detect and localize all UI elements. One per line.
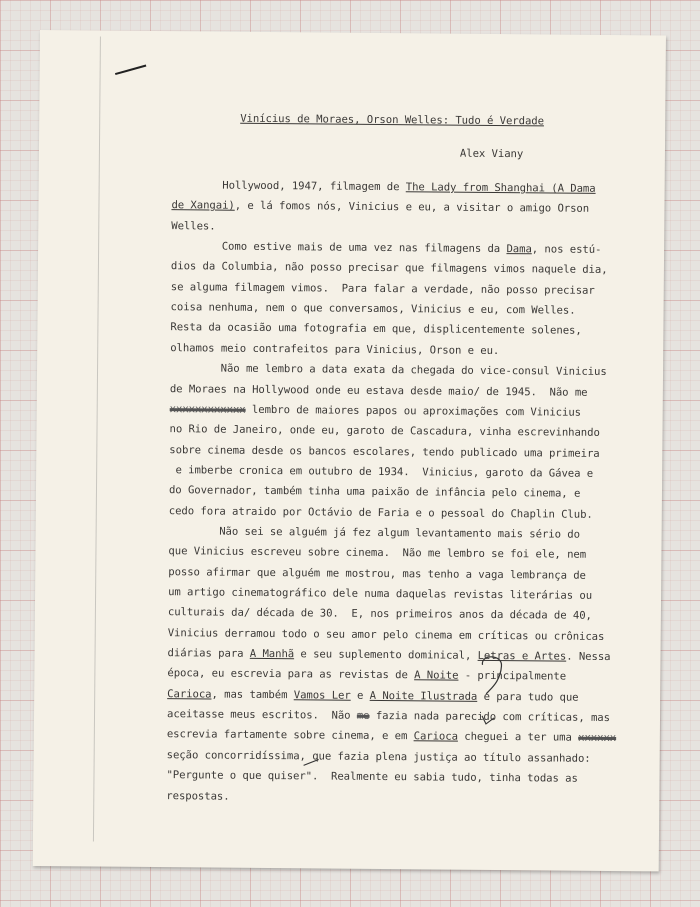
struck-out-text: me: [356, 709, 370, 722]
text-run: , mas também: [211, 688, 294, 701]
text-run: cheguei a ter uma: [457, 731, 579, 745]
underlined-title: A Noite Ilustrada: [369, 689, 478, 703]
text-run: de Moraes na Hollywood onde eu estava desde maio/ de 1945. Não me: [169, 382, 588, 399]
underlined-title: Carioca: [413, 730, 458, 744]
text-run: Como estive mais de uma vez nas filmagens da: [171, 240, 507, 256]
handwritten-annotations: [33, 30, 666, 871]
text-run: posso afirmar que alguém me mostrou, mas tenho a vaga lembrança de: [168, 565, 586, 582]
underlined-title: A Manhã: [249, 647, 295, 661]
text-run: escrevia fartamente sobre cinema, e em: [166, 728, 414, 743]
text-run: coisa nenhuma, nem o que conversamos, Vinicius e eu, com Welles.: [170, 301, 576, 317]
text-run: do Governador, também tinha uma paixão de infância pelo cinema, e: [168, 484, 581, 500]
document-author: Alex Viany: [459, 147, 524, 161]
pen-correction-loop: [482, 657, 501, 694]
text-run: respostas.: [166, 789, 230, 803]
typewritten-page: [33, 30, 666, 871]
document-title: Vinícius de Moraes, Orson Welles: Tudo é Verdade: [240, 112, 545, 128]
text-run: Welles.: [171, 219, 216, 233]
text-run: um artigo cinematográfico dele numa daquelas revistas literárias ou: [168, 586, 593, 602]
struck-out-text: xxxxxx: [578, 732, 617, 745]
text-run: culturais da/ década de 30. E, nos primeiros anos da década de 40,: [167, 606, 592, 623]
text-run: que Vinicius escreveu sobre cinema. Não me lembro se foi ele, nem: [168, 545, 587, 562]
text-run: , e lá fomos nós, Vinicius e eu, a visitar o amigo Orson: [234, 200, 590, 216]
text-run: e seu suplemento dominical,: [294, 648, 478, 662]
text-run: Resta da ocasião uma fotografia em que, displicentemente solenes,: [170, 321, 582, 338]
underlined-title: Dama: [506, 243, 532, 256]
text-run: e: [350, 689, 370, 702]
text-run: no Rio de Janeiro, onde eu, garoto de Cascadura, vinha escrevinhando: [169, 423, 600, 440]
text-run: "Pergunte o que quiser". Realmente eu sabia tudo, tinha todas as: [166, 769, 578, 785]
text-run: Hollywood, 1947, filmagem de: [171, 179, 406, 194]
text-run: lembro de maiores papos ou aproximações com Vinicius: [245, 403, 582, 419]
underlined-title: Letras e Artes: [477, 649, 567, 663]
underlined-title: The Lady from Shanghai (A Dama: [405, 181, 596, 195]
text-run: se alguma filmagem vimos. Para falar a verdade, não posso precisar: [170, 280, 595, 297]
struck-out-text: xxxxxxxxxxxx: [169, 402, 246, 416]
text-run: sobre cinema desde os bancos escolares, tendo publicado uma primeira: [169, 443, 600, 460]
pen-correction-mark: [482, 716, 494, 724]
text-run: dios da Columbia, não posso precisar que filmagens vimos naquele dia,: [170, 260, 608, 277]
text-run: aceitasse meus escritos. Não: [166, 708, 357, 722]
text-run: . Nessa: [566, 650, 611, 664]
text-run: , nos estú-: [531, 243, 602, 256]
text-run: seção concorridíssima, que fazia plena justiça ao título assanhado:: [166, 748, 591, 765]
text-run: olhamos meio contrafeitos para Vinicius, Orson e eu.: [170, 341, 500, 357]
text-run: e para tudo que: [477, 690, 579, 704]
underlined-title: Carioca: [167, 687, 212, 701]
underlined-title: Vamos Ler: [293, 688, 351, 702]
text-run: Vinicius derramou todo o seu amor pelo cinema em críticas ou crônicas: [167, 626, 605, 643]
text-run: fazia nada parecido com críticas, mas: [369, 709, 611, 725]
text-run: época, eu escrevia para as revistas de: [167, 667, 415, 682]
underlined-title: A Noite: [414, 669, 459, 683]
pen-correction-stroke: [304, 759, 319, 765]
text-run: Não sei se alguém já fez algum levantamento mais sério do: [168, 525, 580, 541]
text-run: cedo fora atraido por Octávio de Faria e o pessoal do Chaplin Club.: [168, 504, 593, 521]
text-run: e imberbe cronica em outubro de 1934. Vinicius, garoto da Gávea e: [169, 464, 594, 480]
underlined-title: de Xangai): [171, 199, 235, 213]
text-run: - principalmente: [458, 670, 567, 684]
text-run: diárias para: [167, 647, 250, 660]
text-run: Não me lembro a data exata da chegada do vice-consul Vinicius: [170, 362, 607, 379]
